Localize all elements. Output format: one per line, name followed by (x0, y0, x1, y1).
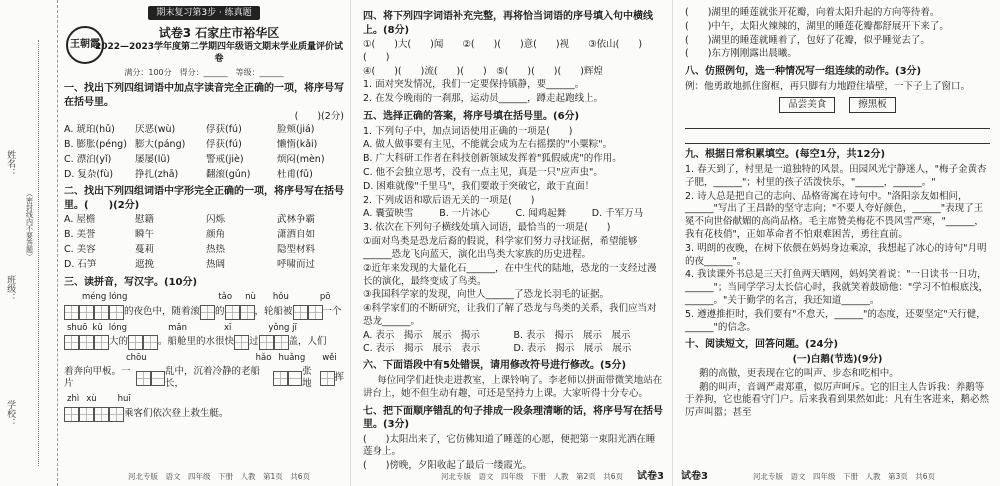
q3-head: 三、读拼音，写汉字。(10分) (64, 276, 198, 288)
page-footer-1: 河北专版 语文 四年级 下册 人教 第1页 共6页 (128, 471, 311, 481)
q1-b-2: 膨大(páng) (135, 139, 186, 151)
q2-c-3: 热热 (206, 244, 226, 256)
column-3 (672, 0, 1000, 486)
q4-row-2: ④( )( )流( )( ) ⑤( )( )( )辉煌 (363, 65, 603, 77)
q1-c-1: C. 漂泊(yǐ) (64, 153, 112, 165)
column-1 (58, 0, 350, 486)
q3-line-1: 的夜色中，随着滚 的 ，轮船被 一个 (64, 305, 344, 320)
q5-o3: C. 他不会独立思考，没有一点主见，真是一只"应声虫"。 (363, 167, 603, 178)
q2-a-1: A. 屋檐 (64, 214, 96, 226)
q5-o3-options: A. 表示 揭示 展示 揭示 B. 表示 揭示 展示 展示 C. 表示 揭示 展示 表示 D. 表示 揭示 展示 展示 (363, 329, 632, 354)
q2-a-3: 闪烁 (206, 214, 226, 226)
class-label: 班级： (5, 275, 16, 302)
q3-pinyin-2: shuō kǔ lóng mǎn xī yǒng jī (67, 322, 297, 333)
q1-a-2: 厌恶(wù) (135, 124, 176, 136)
seal-line (38, 40, 39, 466)
answer-line[interactable] (685, 131, 990, 144)
q2-head: 二、找出下列四组词语中字形完全正确的一项，将序号写在括号里。( )(2分) (64, 186, 344, 211)
q8-head: 八、仿照例句，选一种情况写一组连续的动作。(3分) (685, 66, 922, 78)
q3-pinyin-1: méng lóng tǎo nù hǒu pō (82, 292, 331, 303)
q1-a-1: A. 琥珀(hǔ) (64, 124, 115, 136)
q10-subtitle: (一)白鹅(节选)(9分) (792, 353, 883, 365)
q2-b-2: 瞬午 (135, 229, 155, 241)
q9-item-3: 3. 明朗的夜晚，在树下依偎在妈妈身边乘凉，我想起了冰心的诗句"月明的夜______"。 (685, 242, 987, 267)
q10-head: 十、阅读短文，回答问题。(24分) (685, 339, 839, 351)
brand-logo: 王朝霞 (66, 26, 104, 64)
q1-a-3: 俘获(fú) (206, 124, 242, 136)
q10-p1: 鹅的高傲，更表现在它的叫声、步态和吃相中。 (699, 367, 899, 379)
q7-s2: ( )傍晚，夕阳收起了最后一缕霞光。 (363, 460, 532, 472)
q5-s2: 2. 下列成语和歇后语无关的一项是( ) (363, 194, 535, 206)
q1-b-4: 懒惰(kǎi) (277, 139, 318, 151)
q1-c-3: 警戒(jiè) (206, 153, 244, 165)
q10-p2: 鹅的叫声，音调严肃郑重，似厉声呵斥。它的旧主人告诉我：养鹅等于养狗，它也能看守门户。后来我看到果然如此：凡有生客进来，鹅必然厉声叫嚣；甚至 (685, 381, 990, 419)
q6-paragraph: 每位同学们赶快走进教室，上课铃响了。李老师以拼面带微笑地站在讲台上，她不但生动有趣，可还是坚持力上课。大家听得十分专心。 (363, 374, 663, 399)
page-footer-3: 河北专版 语文 四年级 下册 人教 第3页 共6页 (753, 471, 936, 481)
q1-a-4: 脸颊(jiá) (277, 124, 315, 136)
exam-title: 试卷3 石家庄市裕华区 (158, 26, 280, 41)
q6-head: 六、下面语段中有5处错误，请用修改符号进行修改。(5分) (363, 360, 627, 372)
q2-d-1: D. 石笋 (64, 258, 97, 270)
q2-b-4: 潇洒自如 (277, 229, 316, 241)
q2-d-2: 遮挽 (135, 258, 155, 270)
q2-c-2: 蔓莉 (135, 244, 155, 256)
q7-cont-1: ( )湖里的睡莲就张开花瓣，向着太阳升起的方向等待着。 (685, 7, 940, 18)
answer-line[interactable] (685, 116, 990, 129)
name-label: 姓名： (5, 150, 16, 177)
q9-item-5: 5. 遵遵推拒时，我们要有"不怠天，______"的态度，还要坚定"天行健，______"的信念。 (685, 308, 986, 333)
q3-line-2: 大的 。船舱里的水很快 过 盖，人们 (64, 335, 344, 350)
choice-blackboard[interactable]: 擦黑板 (849, 97, 896, 114)
q2-a-4: 武林争霸 (277, 214, 316, 226)
q8-choices (685, 97, 990, 114)
q1-b-1: B. 膨胀(péng) (64, 139, 127, 151)
q3-pinyin-4: zhì xù huī (67, 394, 131, 405)
q4-head: 四、将下列四字词语补充完整，再将恰当词语的序号填入句中横线上。(8分) (363, 11, 653, 36)
column-2 (350, 0, 672, 486)
q7-cont-3: ( )湖里的睡莲就睡着了，包好了花瓣，似乎睡觉去了。 (685, 34, 930, 46)
q1-b-3: 俘获(fú) (206, 139, 242, 151)
q7-head: 七、把下面顺序错乱的句子排成一段条理清晰的话，将序号写在括号里。(3分) (363, 405, 663, 430)
q5-s1: 1. 下列句子中，加点词语使用正确的一项是( ) (363, 125, 573, 137)
q1-options (64, 124, 344, 181)
score-meta: 满分：100分 得分：______ 等级：______ (124, 67, 284, 77)
binding-strip (0, 0, 58, 486)
q4-sentence-1: 1. 面对突发情况，我们一定要保持镇静，要______。 (363, 79, 585, 91)
q3-line-3: 着奔向甲板。一片 乱中，沉着冷静的老船长， 张地 挥 (64, 365, 345, 390)
q5-s3: 3. 依次在下列句子横线处填入词语，最恰当的一项是( ) (363, 222, 611, 234)
q8-example: 例：他勇敢地抓住窗框，再只脚有力地蹬住墙壁，一下子上了窗口。 (685, 80, 971, 92)
q1-c-2: 屡屡(lǚ) (135, 153, 171, 165)
q5-head: 五、选择正确的答案，将序号填在括号里。(6分) (363, 111, 580, 123)
q5-o4: D. 困难就像"千里马"，我们要敢于突破它，敢于直面！ (363, 180, 595, 192)
q5-e1: ①面对鸟类是恐龙后裔的假说，科学家们努力寻找证据，希望能够______恐龙飞向蓝天，演化出鸟类大家族的历史进程。 (363, 236, 638, 260)
q3-pinyin-3: chōu hǎo huǎng wěi (126, 353, 337, 364)
q5-o2: B. 广大科研工作者在科技创新领域发挥着"狐假威虎"的作用。 (363, 153, 622, 165)
q2-c-4: 隐型材料 (277, 244, 316, 256)
q7-cont-4: ( )东方刚刚露出晨曦。 (685, 48, 797, 60)
q1-score: ( )(2分) (294, 111, 344, 123)
school-label: 学校： (5, 400, 16, 427)
q5-e3: ③我国科学家的发现，向世人______了恐龙长羽毛的证据。 (363, 289, 610, 301)
q5-o1: A. 做人做事要有主见，不能就会成为左右摇摆的"小粟粽"。 (363, 139, 613, 151)
q2-b-1: B. 美誉 (64, 229, 96, 241)
q9-item-2: 2. 诗人总是把自己的志向、品格寄寓在诗句中。"洛阳亲友如相问，______"写出了王昌龄的坚守志向；"不要人夸好颜色，______"表现了王冕不向世俗献媚的高尚品格。毛主席赞美梅花不畏风雪严寒，"______，我有花枝俏"，正如革命者不怕艰难困苦，勇往直前。 (685, 190, 984, 240)
page-label-2: 试卷3 (637, 470, 664, 482)
page-footer-2: 河北专版 语文 四年级 下册 人教 第2页 共6页 (441, 471, 624, 481)
q3-line-4: 乘客们依次登上救生艇。 (64, 407, 344, 422)
q5-e4: ④科学家们的不断研究，让我们了解了恐龙与鸟类的关系，我们应当对恐龙______。 (363, 303, 657, 327)
header-badge: 期末复习第3步 · 练真题 (148, 6, 259, 20)
q5-e2: ②近年来发现的大量化石______，在中生代的陆地，恐龙的一支经过漫长的演化，最终变成了鸟类。 (363, 262, 657, 287)
q7-s1: ( )太阳出来了，它仿佛知道了睡莲的心愿，便把第一束阳光洒在睡莲身上。 (363, 433, 656, 458)
q9-item-1: 1. 春天到了，村里是一道独特的风景。田园风光宁静迷人，"梅子金黄杏子肥，______"；村里的孩子活泼快乐，"______，______。" (685, 163, 987, 188)
q1-d-4: 杜甫(fǔ) (277, 168, 313, 180)
q2-d-3: 热阔 (206, 258, 226, 270)
seal-note: （密封线内不要答题） (25, 190, 34, 260)
q9-head: 九、根据日常积累填空。(每空1分，共12分) (685, 149, 886, 161)
q7-cont-2: ( )中午，太阳火辣辣的，湖里的睡莲花瓣都舒展开下来了。 (685, 20, 949, 32)
exam-subtitle: 2022—2023学年度第二学期四年级语文期末学业质量评价试卷 (94, 42, 344, 65)
char-box[interactable] (64, 305, 79, 320)
q2-d-4: 呼啸而过 (277, 258, 316, 270)
q1-d-3: 翻滚(gǔn) (206, 168, 251, 180)
q1-head: 一、找出下列四组词语中加点字读音完全正确的一项，将序号写在括号里。 (64, 83, 344, 108)
q2-options (64, 214, 344, 271)
choice-food[interactable]: 品尝美食 (779, 97, 835, 114)
q2-a-2: 慰籍 (135, 214, 155, 226)
page-label-3: 试卷3 (681, 470, 708, 482)
q1-d-2: 挣扎(zhā) (135, 168, 179, 180)
q5-o2-options: A. 囊萤映雪 B. 一片冰心 C. 闻鸡起舞 D. 千军万马 (363, 208, 644, 220)
q4-row-1: ①( )大( )闻 ②( )( )意( )视 ③依山( )( ) (363, 39, 643, 63)
q4-sentence-2: 2. 在发今晚雨的一刹那，运动员______，蹲走起跑线上。 (363, 93, 604, 105)
q2-c-1: C. 美容 (64, 244, 96, 256)
q2-b-3: 颜角 (206, 229, 226, 241)
q9-item-4: 4. 我读课外书总是三天打鱼两天晒网，妈妈笑着说："一日读书一日功，______"；当同学学习太长信心时，我就笑着鼓励他："学习不怕根底浅，______。"关于勤学的名言，我还知道______。 (685, 269, 989, 306)
q1-c-4: 烦闷(mèn) (277, 153, 325, 165)
q1-d-1: D. 复杂(fù) (64, 168, 114, 180)
